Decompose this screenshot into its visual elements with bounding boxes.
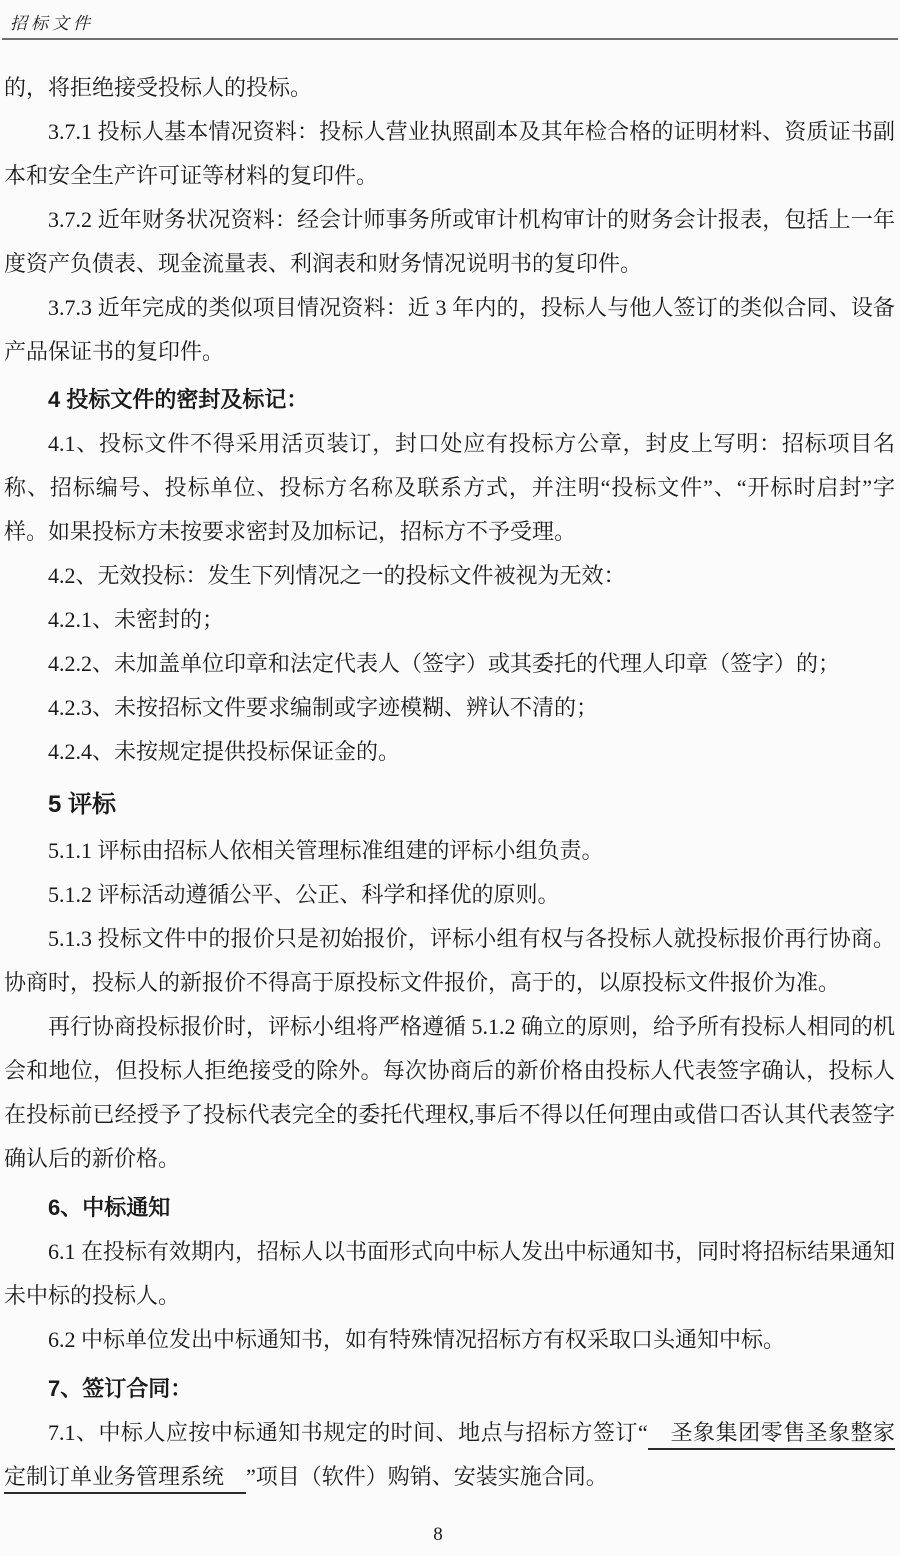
heading-section-5: 5 评标 — [48, 791, 117, 818]
page-number: 8 — [433, 1524, 443, 1545]
paragraph-6-2: 6.2 中标单位发出中标通知书，如有特殊情况招标方有权采取口头通知中标。 — [48, 1327, 786, 1352]
paragraph-4-1: 4.1、投标文件不得采用活页装订，封口处应有投标方公章，封皮上写明：招标项目名称、招标编号、投标单位、投标方名称及联系方式，并注明“投标文件”、“开标时启封”字样。如果投标方未按要求密封及加标记，招标方不予受理。 — [4, 431, 895, 544]
paragraph-7-1-prefix: 7.1、中标人应按中标通知书规定的时间、地点与招标方签订“ — [48, 1420, 648, 1445]
heading-section-4: 4 投标文件的密封及标记： — [48, 387, 309, 412]
paragraph-renegotiation: 再行协商投标报价时，评标小组将严格遵循 5.1.2 确立的原则，给予所有投标人相同的机会和地位，但投标人拒绝接受的除外。每次协商后的新价格由投标人代表签字确认，投标人在投标前已经授予了投标代表完全的委托代理权,事后不得以任何理由或借口否认其代表签字确认后的新价格。 — [4, 1014, 896, 1171]
paragraph-5-1-1: 5.1.1 评标由招标人依相关管理标准组建的评标小组负责。 — [48, 838, 604, 863]
page-header — [0, 0, 900, 34]
paragraph-7-1-suffix: ”项目（软件）购销、安装实施合同。 — [246, 1464, 608, 1489]
page-header-title: 招标文件 — [10, 14, 94, 33]
contract-name-underlined-blank: 圣象集团零售圣象整家定制订单业务管理系统 — [4, 1420, 895, 1494]
paragraph-5-1-3: 5.1.3 投标文件中的报价只是初始报价，评标小组有权与各投标人就投标报价再行协商。协商时，投标人的新报价不得高于原投标文件报价，高于的，以原投标文件报价为准。 — [4, 926, 895, 995]
paragraph-4-2: 4.2、无效投标：发生下列情况之一的投标文件被视为无效： — [48, 563, 626, 588]
document-body — [0, 40, 900, 1499]
paragraph-3-7-1: 3.7.1 投标人基本情况资料：投标人营业执照副本及其年检合格的证明材料、资质证书副本和安全生产许可证等材料的复印件。 — [4, 119, 895, 188]
paragraph-4-2-3: 4.2.3、未按招标文件要求编制或字迹模糊、辨认不清的； — [48, 695, 599, 720]
paragraph-5-1-2: 5.1.2 评标活动遵循公平、公正、科学和择优的原则。 — [48, 882, 560, 907]
paragraph-7-1 — [4, 1411, 895, 1499]
paragraph-3-7-3: 3.7.3 近年完成的类似项目情况资料：近 3 年内的，投标人与他人签订的类似合同、设备产品保证书的复印件。 — [4, 295, 895, 364]
heading-section-6: 6、中标通知 — [48, 1195, 171, 1220]
paragraph-4-2-4: 4.2.4、未按规定提供投标保证金的。 — [48, 739, 401, 764]
paragraph-4-2-2: 4.2.2、未加盖单位印章和法定代表人（签字）或其委托的代理人印章（签字）的； — [48, 651, 841, 676]
paragraph-3-7-2: 3.7.2 近年财务状况资料：经会计师事务所或审计机构审计的财务会计报表，包括上一年度资产负债表、现金流量表、利润表和财务情况说明书的复印件。 — [4, 207, 895, 276]
paragraph-6-1: 6.1 在投标有效期内，招标人以书面形式向中标人发出中标通知书，同时将招标结果通知未中标的投标人。 — [4, 1239, 896, 1308]
paragraph-continuation: 的，将拒绝接受投标人的投标。 — [4, 75, 313, 100]
paragraph-4-2-1: 4.2.1、未密封的； — [48, 607, 225, 632]
heading-section-7: 7、签订合同： — [48, 1376, 193, 1401]
